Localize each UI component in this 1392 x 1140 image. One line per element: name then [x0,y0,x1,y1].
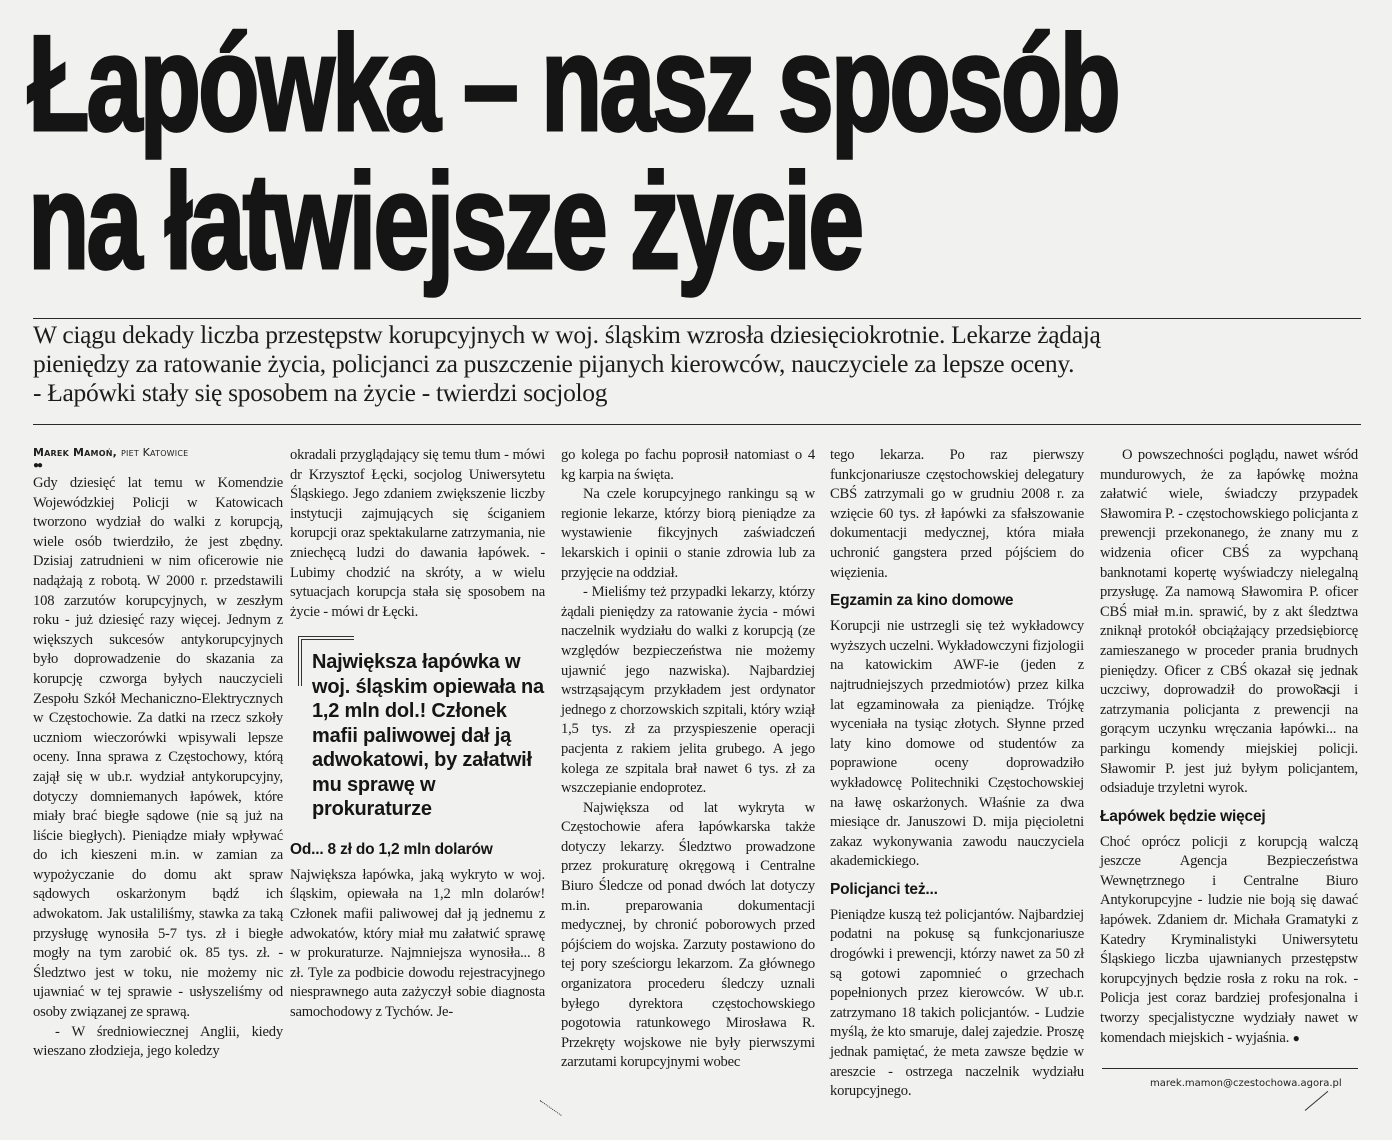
divider-top [33,318,1361,319]
pull-quote [298,636,545,822]
headline [28,7,1367,297]
subhead: Policjanci też... [830,880,938,898]
paragraph: Pieniądze kuszą też policjantów. Najbardziej podatni na pokusę są funkcjonariusze drogówki i prewencji, którzy nawet za 50 zł są gotowi zapomnieć o grzechach popełnionych przez kierowców. W ub.r. zatrzymano 18 takich policjantów. - Ludzie myślą, że kto smaruje, dalej zajedzie. Proszę jednak pamiętać, że meta zawsze będzie w areszcie - ostrzega naczelnik wydziału korupcyjnego. [830,906,1084,1100]
byline-dots-icon: ●● [33,460,42,471]
subhead: Egzamin za kino domowe [830,592,1014,610]
byline-author: Marek Mamoń [33,446,113,459]
deck-line-1: W ciągu dekady liczba przestępstw korupcyjnych w woj. śląskim wzrosła dziesięciokrotnie. Lekarze żądają [33,320,1101,349]
subhead: Od... 8 zł do 1,2 mln dolarów [290,840,493,858]
pen-mark [1305,1091,1329,1111]
divider-email [1102,1068,1358,1069]
end-mark-icon: ● [1292,1030,1300,1045]
column-5 [1100,446,1358,1048]
divider-bottom [33,424,1361,425]
paragraph: Największa łapówka, jaką wykryto w woj. śląskim, opiewała na 1,2 mln dolarów! Członek mafii paliwowej dał ją jednemu z adwokatów, który miał mu załatwić sprawę w prokuraturze. Najmniejsza wynosiła... 8 zł. Tyle za podbicie dowodu rejestracyjnego niesprawnego auta zażyczył sobie diagnosta samochodowy z Tychów. Je- [290,866,545,1020]
paragraph: Na czele korupcyjnego rankingu są w regionie lekarze, którzy biorą pieniądze za wystawienie fikcyjnych zaświadczeń lekarskich i opinii o stanie zdrowia lub za przyjęcie na oddział. [561,486,815,581]
subhead: Łapówek będzie więcej [1100,807,1266,825]
paragraph: - Mieliśmy też przypadki lekarzy, którzy żądali pieniędzy za ratowanie życia - mówi naczelnik wydziału do walki z korupcją (ze względów bezpieczeństwa nie możemy ujawnić jego nazwiska). Najbardziej wstrząsającym przykładem jest ordynator jednego z chorzowskich szpitali, który wziął 1,5 tys. zł za przyspieszenie operacji pacjenta z rakiem jelita grubego. A jego kolega ze szpitala brał nawet 6 tys. zł za wszczepianie endoprotez. [561,584,815,797]
paragraph: - W średniowiecznej Anglii, kiedy wieszano złodzieja, jego koledzy [33,1023,283,1060]
column-2 [290,446,545,1023]
pen-mark [540,1100,562,1116]
paragraph: Gdy dziesięć lat temu w Komendzie Wojewódzkiej Policji w Katowicach tworzono wydział do walki z korupcją, wiele osób twierdziło, że jest zbędny. Dzisiaj zatrudnieni w nim oficerowie nie nadążają z robotą. W 2000 r. przedstawili 108 zarzutów korupcyjnych, w zeszłym roku - już dziesięć razy więcej. Jednym z większych sukcesów antykorupcyjnych było doprowadzenie do skazania za korupcję czworga byłych nauczycieli Zespołu Szkół Mechaniczno-Elektrycznych w Częstochowie. Za datki na rzecz szkoły uczniom wieczorówki wpisywali lepsze oceny. Inna sprawa z Częstochowy, którą zajął się w ub.r. wydział antykorupcyjny, dotyczy domniemanych łapówek, które miały brać biegłe sądowe (nie są już na liście biegłych). Pieniądze miały wpływać do ich kieszeni m.in. w zamian za wypożyczanie do domu akt spraw sądowych oskarżonym bądź ich adwokatom. Jak ustaliliśmy, stawka za taką przysługę wynosiła 5-7 tys. zł i biegłe mogły na tym zarobić ok. 85 tys. zł. - Śledztwo jest w toku, nie możemy nic ujawniać w tej sprawie - usłyszeliśmy od osoby związanej ze sprawą. [33,475,283,1021]
column-1 [33,446,283,1062]
paragraph: tego lekarza. Po raz pierwszy funkcjonariusze częstochowskiej delegatury CBŚ zatrzymali go w grudniu 2008 r. za wzięcie 60 tys. zł łapówki za sfałszowanie dokumentacji medycznej, która miała uchronić gangstera przed pójściem do więzienia. [830,447,1084,581]
byline: Marek Mamoń, piet Katowice [33,446,189,459]
paragraph: O powszechności poglądu, nawet wśród mundurowych, że za łapówkę można załatwić wiele, świadczy przypadek Sławomira P. - częstochowskiego policjanta z prewencji przekonanego, że znany mu z widzenia oficer CBŚ za wypchaną banknotami kopertę wyświadczy nielegalną przysługę. Za namową Sławomira P. oficer CBŚ miał m.in. sprawić, by z akt śledztwa zniknął protokół obciążający przedsiębiorcę zamieszanego w proceder prania brudnych pieniędzy. Oficer z CBŚ okazał się jednak uczciwy, doprowadził do prowokacji i zatrzymania policjanta z prewencji na gorącym uczynku wręczania łapówki... na parkingu komendy miejskiej policji. Sławomir P. jest już byłym policjantem, odsiaduje trzyletni wyrok. [1100,447,1358,797]
paragraph: Największa od lat wykryta w Częstochowie afera łapówkarska także dotyczy lekarzy. Śledztwo prowadzone przez prokuraturę okręgową i Centralne Biuro Śledcze od ponad dwóch lat dotyczy m.in. preparowania dokumentacji medycznej, by chronić poborowych przed pójściem do wojska. Zarzuty postawiono do tej pory sześciorgu lekarzom. Za głównego organizatora procederu śledczy uznali byłego dyrektora częstochowskiego pogotowia ratunkowego Mirosława R. Przekręty wojskowe nie były pierwszymi zarzutami korupcyjnymi wobec [561,799,815,1071]
paragraph [1100,833,1358,1049]
paragraph: okradali przyglądający się temu tłum - mówi dr Krzysztof Łęcki, socjolog Uniwersytetu Śląskiego. Jego zdaniem zwiększenie liczby instytucji zajmujących się ściganiem korupcji oraz spektakularne zatrzymania, nie zniechęcą ludzi do dawania łapówek. - Lubimy chodzić na skróty, a w wielu sytuacjach korupcja stała się sposobem na życie - mówi dr Łęcki. [290,447,545,620]
column-4 [830,446,1084,1102]
byline-city: piet Katowice [121,446,189,459]
deck-line-3: - Łapówki stały się sposobem na życie - twierdzi socjolog [33,378,608,407]
author-email: marek.mamon@czestochowa.agora.pl [1150,1078,1342,1089]
article-deck [33,320,1373,407]
deck-line-2: pieniędzy za ratowanie życia, policjanci za puszczenie pijanych kierowców, nauczyciele za lepsze oceny. [33,349,1075,378]
pull-quote-text: Największa łapówka w woj. śląskim opiewała na 1,2 mln dol.! Członek mafii paliwowej dał ją adwokatowi, by załatwił mu sprawę w prokuraturze [312,651,544,821]
headline-line-2: na łatwiejsze życie [28,145,862,297]
pull-quote-corner-icon [298,636,354,686]
column-3 [561,446,815,1073]
headline-line-1: Łapówka – nasz sposób [28,7,1118,159]
paragraph-text: Choć oprócz policji z korupcją walczą jeszcze Agencja Bezpieczeństwa Wewnętrznego i Centralne Biuro Antykorupcyjne - ludzie nie boją się dawać łapówek. Zdaniem dr. Michała Gramatyki z Katedry Kryminalistyki Uniwersytetu Śląskiego liczba ujawnianych przestępstw korupcyjnych będzie rosła z roku na rok. - Policja jest coraz bardziej profesjonalna i tworzy specjalistyczne wydziały nawet w komendach miejskich - wyjaśnia. [1100,833,1358,1046]
paragraph: go kolega po fachu poprosił natomiast o 4 kg karpia na święta. [561,447,815,483]
paragraph: Korupcji nie ustrzegli się też wykładowcy wyższych uczelni. Wykładowczyni fizjologii na katowickim AWF-ie (jeden z najtrudniejszych przedmiotów) przez kilka lat egzaminowała za pieniądze. Trójkę wyceniała na tysiąc złotych. Słynne przed laty kino domowe od studentów za poprawione oceny doprowadziło wykładowcę Politechniki Częstochowskiej na ławę oskarżonych. Właśnie za dwa miesiące dr. Januszowi D. mija pięcioletni zakaz wykonywania zawodu nauczyciela akademickiego. [830,618,1084,870]
